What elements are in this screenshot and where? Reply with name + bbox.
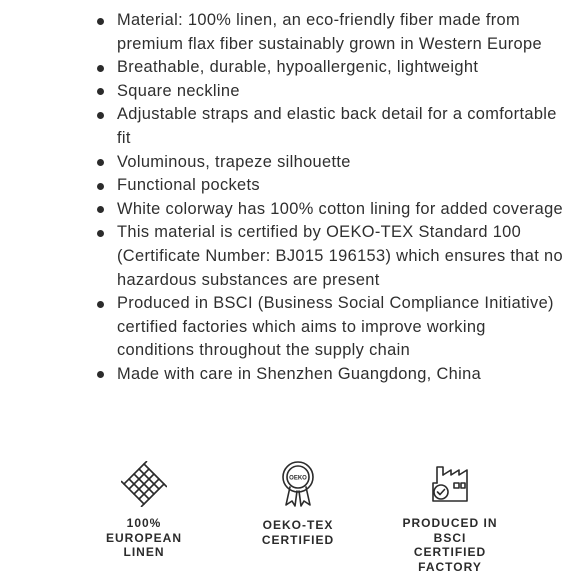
- feature-text: Made with care in Shenzhen Guangdong, China: [117, 364, 482, 383]
- badge-label-line: PRODUCED IN: [402, 516, 498, 530]
- oeko-tex-badge: [233, 458, 363, 547]
- bsci-factory-badge: [385, 458, 515, 574]
- badge-label-line: CERTIFIED: [413, 545, 487, 560]
- feature-text: White colorway has 100% cotton lining for added coverage: [117, 199, 564, 218]
- badge-label-line: LINEN: [123, 545, 165, 560]
- feature-item: [94, 292, 564, 363]
- bullet: [97, 230, 104, 237]
- badge-label-line: FACTORY: [418, 559, 482, 574]
- factory-icon: [428, 461, 472, 507]
- bullet: [97, 112, 104, 119]
- linen-badge: [79, 458, 209, 560]
- bullet: [97, 65, 104, 72]
- feature-text: Produced in BSCI (Business Social Compliance Initiative) certified factories which aims to improve working conditions throughout the supply chain: [117, 294, 554, 360]
- feature-text: Square neckline: [117, 81, 240, 100]
- bullet: [97, 371, 104, 378]
- feature-item: [94, 80, 564, 104]
- feature-text: Voluminous, trapeze silhouette: [117, 152, 351, 171]
- certification-badges: [0, 458, 580, 580]
- feature-item: [94, 174, 564, 198]
- badge-label-line: 100%: [126, 516, 162, 530]
- feature-text: Breathable, durable, hypoallergenic, lightweight: [117, 58, 479, 77]
- bullet: [97, 159, 104, 166]
- feature-item: [94, 151, 564, 175]
- feature-text: Adjustable straps and elastic back detail for a comfortable fit: [117, 105, 557, 147]
- linen-weave-icon: [121, 461, 167, 507]
- feature-item: [94, 363, 564, 387]
- bullet: [97, 206, 104, 213]
- bullet: [97, 183, 104, 190]
- feature-text: Functional pockets: [117, 176, 260, 195]
- certification-seal-icon: [278, 460, 318, 508]
- feature-item: [94, 56, 564, 80]
- badge-label-line: OEKO-TEX: [262, 518, 334, 532]
- feature-list: [94, 9, 564, 387]
- bullet: [97, 18, 104, 25]
- badge-label-line: CERTIFIED: [261, 532, 335, 547]
- feature-item: [94, 198, 564, 222]
- feature-text: This material is certified by OEKO-TEX Standard 100 (Certificate Number: BJ015 196153) which ensures that no hazardous substances are present: [117, 223, 563, 289]
- seal-text: OEKO: [289, 475, 307, 482]
- badge-label-line: EUROPEAN: [105, 530, 182, 545]
- badge-label-line: BSCI: [433, 530, 467, 545]
- feature-item: [94, 9, 564, 56]
- feature-item: [94, 221, 564, 292]
- feature-text: Material: 100% linen, an eco-friendly fiber made from premium flax fiber sustainably grown in Western Europe: [117, 11, 542, 53]
- bullet: [97, 301, 104, 308]
- feature-item: [94, 103, 564, 150]
- bullet: [97, 88, 104, 95]
